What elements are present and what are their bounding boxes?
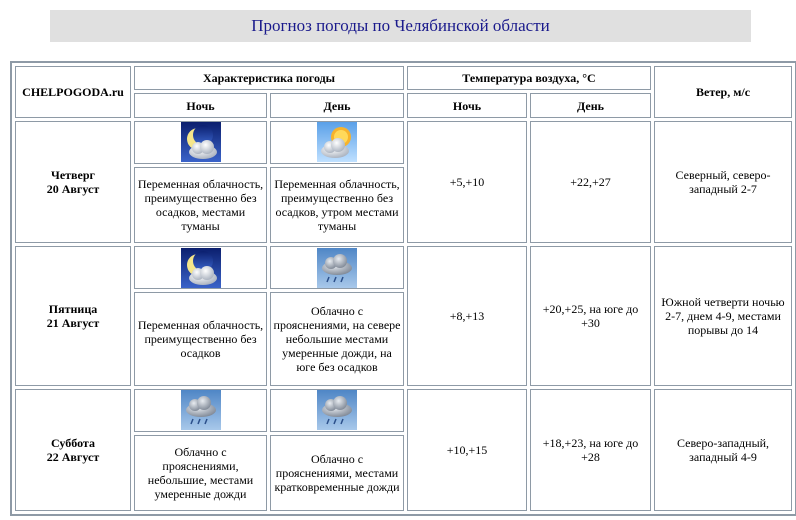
cloud-rain-icon <box>317 248 357 288</box>
cloud-rain-icon <box>181 390 221 430</box>
night-description: Переменная облачность, преимущественно без осадков <box>134 292 267 386</box>
day-weather-icon-cell <box>270 246 404 289</box>
forecast-table <box>10 61 796 516</box>
date: 21 Август <box>46 315 100 330</box>
day-label <box>15 246 131 386</box>
day-label <box>15 389 131 511</box>
night-weather-icon-cell <box>134 389 267 432</box>
day-weather-icon-cell <box>270 389 404 432</box>
date: 22 Август <box>46 449 100 464</box>
header-temp-day: День <box>530 93 651 117</box>
temp-night: +10,+15 <box>407 389 527 511</box>
wind-info: Южной четверти ночью 2-7, днем 4-9, местами порывы до 14 <box>654 246 792 386</box>
day-description: Переменная облачность, преимущественно без осадков, утром местами туманы <box>270 167 404 243</box>
header-night: Ночь <box>134 93 267 117</box>
night-weather-icon-cell <box>134 246 267 289</box>
header-air-temperature: Температура воздуха, °C <box>407 66 651 90</box>
moon-cloud-icon <box>181 122 221 162</box>
temp-day: +20,+25, на юге до +30 <box>530 246 651 386</box>
night-description: Облачно с прояснениями, небольшие, местами умеренные дожди <box>134 435 267 512</box>
weekday: Пятница <box>48 301 98 316</box>
day-weather-icon-cell <box>270 121 404 164</box>
temp-night: +5,+10 <box>407 121 527 243</box>
temp-day: +18,+23, на юге до +28 <box>530 389 651 511</box>
cloud-rain-icon <box>317 390 357 430</box>
night-weather-icon-cell <box>134 121 267 164</box>
moon-cloud-icon <box>181 248 221 288</box>
header-weather-characteristic: Характеристика погоды <box>134 66 404 90</box>
site-brand: CHELPOGODA.ru <box>15 66 131 118</box>
header-temp-night: Ночь <box>407 93 527 117</box>
night-description: Переменная облачность, преимущественно без осадков, местами туманы <box>134 167 267 243</box>
page-title: Прогноз погоды по Челябинской области <box>50 10 751 42</box>
temp-night: +8,+13 <box>407 246 527 386</box>
day-description: Облачно с прояснениями, местами кратковременные дожди <box>270 435 404 512</box>
header-day: День <box>270 93 404 117</box>
temp-day: +22,+27 <box>530 121 651 243</box>
wind-info: Северо-западный, западный 4-9 <box>654 389 792 511</box>
weekday: Суббота <box>51 435 95 450</box>
date: 20 Август <box>46 182 100 197</box>
sun-cloud-icon <box>317 122 357 162</box>
weekday: Четверг <box>51 168 95 183</box>
header-wind: Ветер, м/с <box>654 66 792 118</box>
day-description: Облачно с прояснениями, на севере небольшие местами умеренные дожди, на юге без осадков <box>270 292 404 386</box>
day-label <box>15 121 131 243</box>
wind-info: Северный, северо-западный 2-7 <box>654 121 792 243</box>
